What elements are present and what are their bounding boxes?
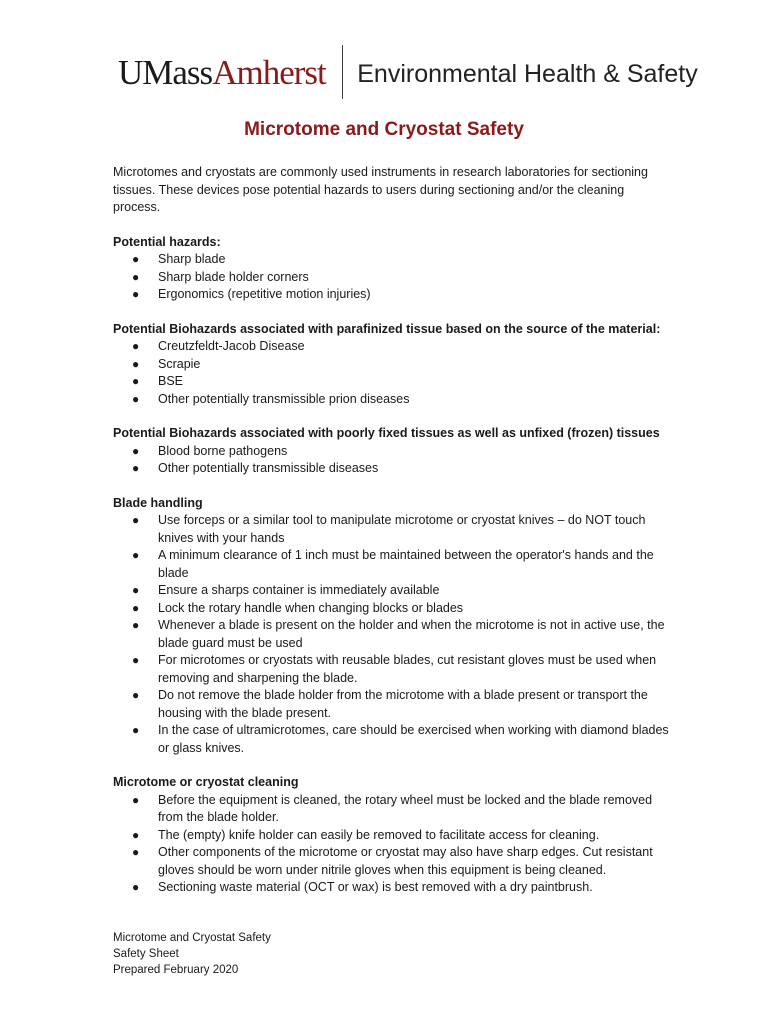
intro-paragraph: Microtomes and cryostats are commonly used instruments in research laboratories for sectioning tissues. These devices pose potential hazards to users during sectioning and/or the cleaning process. [113, 165, 648, 214]
bullet-list [113, 792, 673, 897]
section-blade-handling [113, 495, 673, 758]
bullet-icon: ● [132, 461, 140, 475]
section-cleaning [113, 774, 673, 897]
bullet-icon: ● [132, 339, 140, 353]
section-parafinized-biohazards [113, 321, 673, 409]
bullet-icon: ● [132, 374, 140, 388]
header-divider [342, 45, 344, 99]
page-footer [113, 930, 271, 978]
bullet-list [113, 443, 673, 478]
list-item: ● The (empty) knife holder can easily be removed to facilitate access for cleaning. [113, 827, 673, 845]
section-heading: Potential Biohazards associated with poorly fixed tissues as well as unfixed (frozen) tissues [113, 426, 660, 440]
list-item: ● Sharp blade [113, 251, 673, 269]
list-item: ● A minimum clearance of 1 inch must be maintained between the operator's hands and the blade [132, 548, 654, 580]
bullet-icon: ● [132, 688, 140, 702]
list-item: ● In the case of ultramicrotomes, care should be exercised when working with diamond blades or glass knives. [132, 723, 669, 755]
document-body [113, 164, 673, 914]
bullet-list [113, 338, 673, 408]
bullet-icon: ● [132, 792, 140, 807]
footer-doc-title: Microtome and Cryostat Safety [113, 932, 271, 944]
list-item: ● Sectioning waste material (OCT or wax) is best removed with a dry paintbrush. [113, 879, 673, 897]
bullet-icon: ● [132, 618, 140, 632]
section-unfixed-biohazards [113, 425, 673, 478]
bullet-icon: ● [132, 653, 140, 667]
list-item: ● Other potentially transmissible diseases [113, 460, 673, 478]
bullet-icon: ● [132, 287, 140, 301]
section-heading: Microtome or cryostat cleaning [113, 775, 299, 789]
list-item: ● Scrapie [113, 356, 673, 374]
list-item: ● Other potentially transmissible prion diseases [113, 391, 673, 409]
page-title: Microtome and Cryostat Safety [244, 119, 524, 140]
umass-amherst-logo [118, 52, 326, 92]
list-item: ● Lock the rotary handle when changing blocks or blades [113, 600, 673, 618]
bullet-icon: ● [132, 548, 140, 562]
list-item: ● Do not remove the blade holder from the microtome with a blade present or transport the housing with the blade present. [132, 688, 648, 720]
list-item: ● For microtomes or cryostats with reusable blades, cut resistant gloves must be used when removing and sharpening the blade. [132, 653, 657, 685]
section-potential-hazards [113, 234, 673, 304]
logo-umass-text: UMass [118, 52, 213, 92]
bullet-icon: ● [132, 845, 140, 859]
page-header [118, 44, 698, 100]
bullet-icon: ● [132, 583, 140, 597]
bullet-icon: ● [132, 269, 140, 284]
footer-prepared-date: Prepared February 2020 [113, 964, 239, 976]
bullet-icon: ● [132, 391, 140, 406]
list-item: ● Ensure a sharps container is immediately available [113, 582, 673, 600]
bullet-icon: ● [132, 443, 140, 458]
list-item: ● Whenever a blade is present on the holder and when the microtome is not in active use, the blade guard must be used [132, 618, 665, 650]
list-item: ● BSE [113, 373, 673, 391]
section-heading: Blade handling [113, 495, 203, 510]
bullet-icon: ● [132, 600, 140, 615]
list-item: ● Ergonomics (repetitive motion injuries) [113, 286, 673, 304]
bullet-icon: ● [132, 827, 140, 842]
bullet-icon: ● [132, 252, 140, 266]
list-item: ● Blood borne pathogens [113, 443, 673, 461]
bullet-list [113, 512, 673, 757]
bullet-icon: ● [132, 513, 140, 527]
list-item: ● Use forceps or a similar tool to manipulate microtome or cryostat knives – do NOT touch knives with your hands [132, 513, 646, 545]
section-heading: Potential hazards: [113, 234, 221, 249]
footer-doc-type: Safety Sheet [113, 948, 179, 960]
section-heading: Potential Biohazards associated with parafinized tissue based on the source of the material: [113, 321, 661, 336]
bullet-icon: ● [132, 880, 140, 894]
list-item: ● Before the equipment is cleaned, the rotary wheel must be locked and the blade removed from the blade holder. [132, 792, 653, 824]
list-item: ● Sharp blade holder corners [113, 269, 673, 287]
department-name: Environmental Health & Safety [357, 59, 698, 88]
bullet-list [113, 251, 673, 304]
list-item: ● Creutzfeldt-Jacob Disease [113, 338, 673, 356]
bullet-icon: ● [132, 356, 140, 371]
list-item: ● Other components of the microtome or cryostat may also have sharp edges. Cut resistant gloves should be worn under nitrile gloves when this equipment is being cleaned. [132, 845, 653, 877]
logo-amherst-text: Amherst [212, 52, 326, 92]
bullet-icon: ● [132, 723, 140, 737]
